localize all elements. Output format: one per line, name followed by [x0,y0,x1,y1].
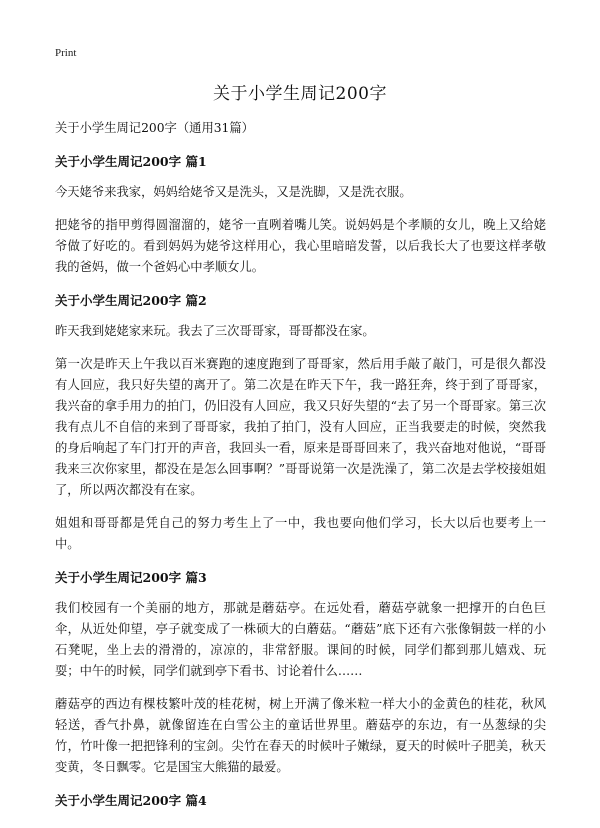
print-link[interactable]: Print [55,47,77,59]
paragraph: 第一次是昨天上午我以百米赛跑的速度跑到了哥哥家，然后用手敲了敲门，可是很久都没有人回应，我只好失望的离开了。第二次是在昨天下午，我一路狂奔，终于到了哥哥家，我兴奋的拿手用力的拍门，仍旧没有人回应，我又只好失望的“去了另一个哥哥家。第三次我有点儿不自信的来到了哥哥家，我拍了拍门，没有人回应，正当我要走的时候，突然我的身后响起了车门打开的声音，我回头一看，原来是哥哥回来了，我兴奋地对他说，“哥哥我来三次你家里，都没在是怎么回事啊？”哥哥说第一次是洗澡了，第二次是去学校接姐姐了，所以两次都没有在家。 [55,357,546,497]
paragraph: 蘑菇亭的西边有棵枝繁叶茂的桂花树，树上开满了像米粒一样大小的金黄色的桂花，秋风轻送，香气扑鼻，就像留连在白雪公主的童话世界里。蘑菇亭的东边，有一丛葱绿的尖竹，竹叶像一把把锋利的宝剑。尖竹在春天的时候叶子嫩绿，夏天的时候叶子肥美，秋天变黄，冬日飘零。它是国宝大熊猫的最爱。 [55,697,546,774]
section-4 [55,790,546,811]
paragraph: 昨天我到姥姥家来玩。我去了三次哥哥家，哥哥都没在家。 [55,324,375,338]
section-heading: 关于小学生周记200字 篇1 [55,154,207,169]
page-title: 关于小学生周记200字 [213,84,387,104]
paragraph: 今天姥爷来我家，妈妈给姥爷又是洗头，又是洗脚，又是洗衣服。 [55,185,412,199]
section-heading: 关于小学生周记200字 篇3 [55,570,207,585]
section-2 [55,290,546,555]
section-1 [55,151,546,278]
section-heading: 关于小学生周记200字 篇4 [55,793,207,808]
section-3 [55,567,546,778]
document-body [55,118,546,821]
document-subtitle: 关于小学生周记200字（通用31篇） [55,121,254,135]
paragraph: 把姥爷的指甲剪得圆溜溜的，姥爷一直咧着嘴儿笑。说妈妈是个孝顺的女儿，晚上又给姥爷做了好吃的。看到妈妈为姥爷这样用心，我心里暗暗发誓，以后我长大了也要这样孝敬我的爸妈，做一个爸妈心中孝顺女儿。 [55,218,546,274]
paragraph: 姐姐和哥哥都是凭自己的努力考生上了一中，我也要向他们学习，长大以后也要考上一中。 [55,516,546,551]
section-heading: 关于小学生周记200字 篇2 [55,293,207,308]
paragraph: 我们校园有一个美丽的地方，那就是蘑菇亭。在远处看，蘑菇亭就象一把撑开的白色巨伞，从近处仰望，亭子就变成了一株硕大的白蘑菇。“蘑菇”底下还有六张像铜鼓一样的小石凳呢，坐上去的滑滑的，凉凉的，非常舒服。课间的时候，同学们都到那儿嬉戏、玩耍；中午的时候，同学们就到亭下看书、讨论着什么…… [55,601,546,678]
